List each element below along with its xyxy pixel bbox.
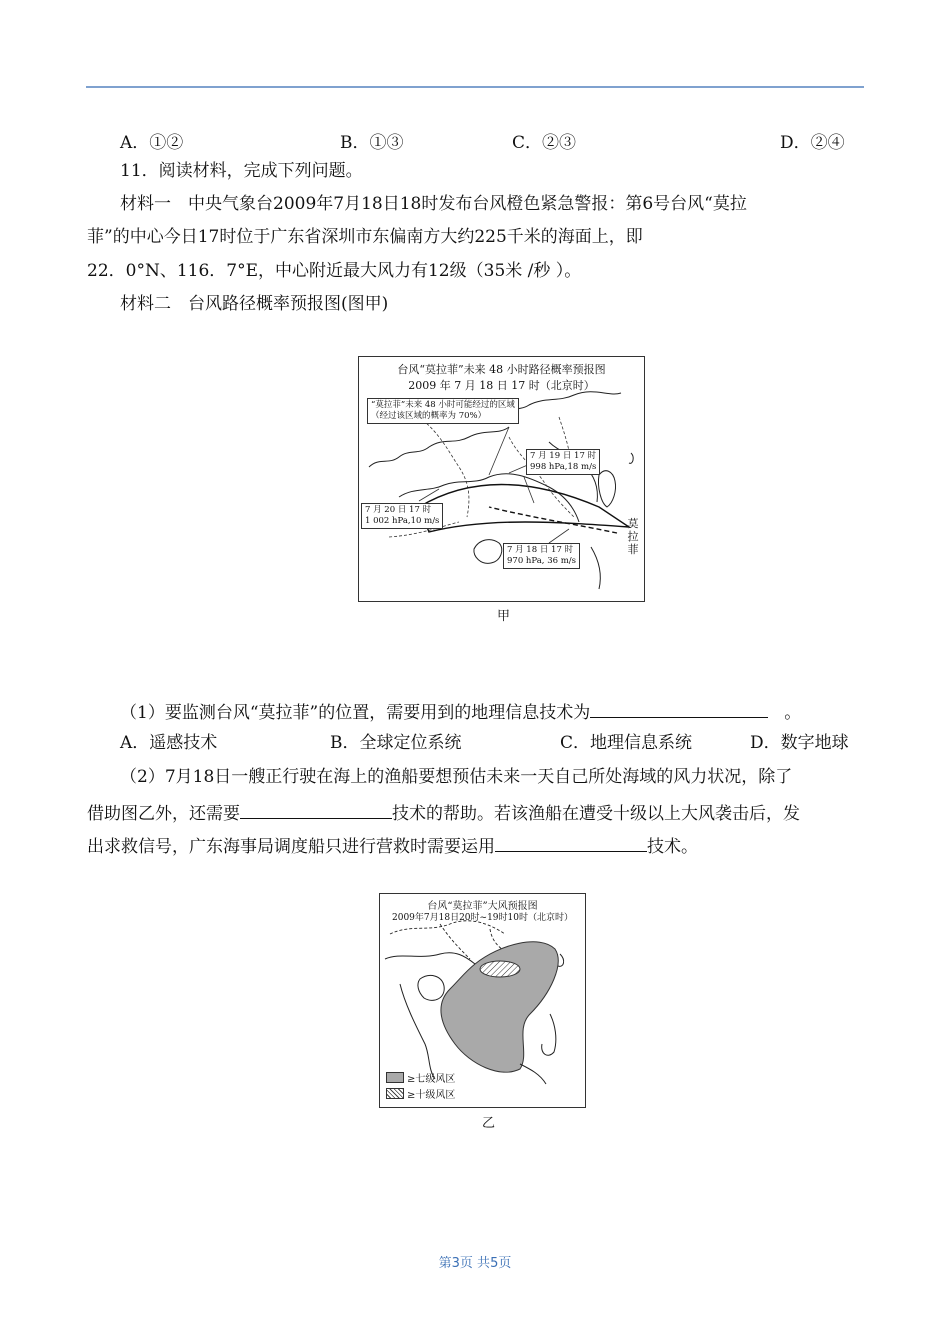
typhoon-name-label: 莫拉菲 xyxy=(627,517,639,556)
header-rule xyxy=(86,86,864,88)
map-jia xyxy=(358,356,645,602)
legend-ten-level: ≥十级风区 xyxy=(386,1086,455,1101)
sub-question-2-line-3: 出求救信号，广东海事局调度船只进行营救时需要运用 技术。 xyxy=(87,833,698,858)
option-c: C．②③ xyxy=(512,133,577,153)
callout-probability-area: “莫拉菲”未来 48 小时可能经过的区域 （经过该区域的概率为 70%） xyxy=(367,398,519,424)
legend-swatch-hatched xyxy=(386,1088,404,1099)
sub1-option-a: A．遥感技术 xyxy=(120,733,218,753)
answer-blank-1[interactable] xyxy=(590,699,768,718)
map-yi-subtitle: 2009年7月18日20时~19时10时（北京时） xyxy=(392,913,573,923)
sub1-option-c: C．地理信息系统 xyxy=(560,733,693,753)
map-jia-subtitle: 2009 年 7 月 18 日 17 时（北京时） xyxy=(408,379,595,392)
answer-blank-2[interactable] xyxy=(240,800,392,819)
material-1-line-1: 材料一 中央气象台2009年7月18日18时发布台风橙色紧急警报：第6号台风“莫拉 xyxy=(120,194,747,214)
sub-question-2-line-2: 借助图乙外，还需要 技术的帮助。若该渔船在遭受十级以上大风袭击后，发 xyxy=(87,800,800,825)
callout-july-20: 7 月 20 日 17 时 1 002 hPa,10 m/s xyxy=(361,503,443,529)
map-jia-caption: 甲 xyxy=(497,609,511,624)
material-1-line-3: 22．0°N、116．7°E，中心附近最大风力有12级（35米 /秒 ）。 xyxy=(87,261,582,281)
map-yi-title: 台风“莫拉菲”大风预报图 xyxy=(427,901,538,912)
answer-blank-3[interactable] xyxy=(495,833,647,852)
sub1-option-d: D．数字地球 xyxy=(750,733,849,753)
map-jia-title: 台风“莫拉菲”未来 48 小时路径概率预报图 xyxy=(397,363,606,376)
map-yi xyxy=(379,893,586,1108)
option-d: D．②④ xyxy=(780,133,845,153)
map-yi-caption: 乙 xyxy=(482,1116,496,1131)
sub1-option-b: B．全球定位系统 xyxy=(330,733,462,753)
q11-heading: 11．阅读材料，完成下列问题。 xyxy=(120,161,363,181)
legend-seven-level: ≥七级风区 xyxy=(386,1070,455,1085)
option-a: A．①② xyxy=(120,133,184,153)
option-b: B．①③ xyxy=(340,133,404,153)
sub-question-2-line-1: （2）7月18日一艘正行驶在海上的渔船要想预估未来一天自己所处海域的风力状况，除了 xyxy=(120,767,793,787)
material-1-line-2: 菲”的中心今日17时位于广东省深圳市东偏南方大约225千米的海面上，即 xyxy=(87,227,643,247)
material-2: 材料二 台风路径概率预报图(图甲) xyxy=(120,294,389,314)
callout-july-18: 7 月 18 日 17 时 970 hPa, 36 m/s xyxy=(503,543,580,569)
legend-swatch-grey xyxy=(386,1072,404,1083)
callout-july-19: 7 月 19 日 17 时 998 hPa,18 m/s xyxy=(526,449,600,475)
page-footer: 第3页 共5页 xyxy=(438,1256,512,1271)
map-jia-drawing xyxy=(359,357,644,601)
sub-question-1: （1）要监测台风“莫拉菲”的位置，需要用到的地理信息技术为 。 xyxy=(120,699,801,724)
